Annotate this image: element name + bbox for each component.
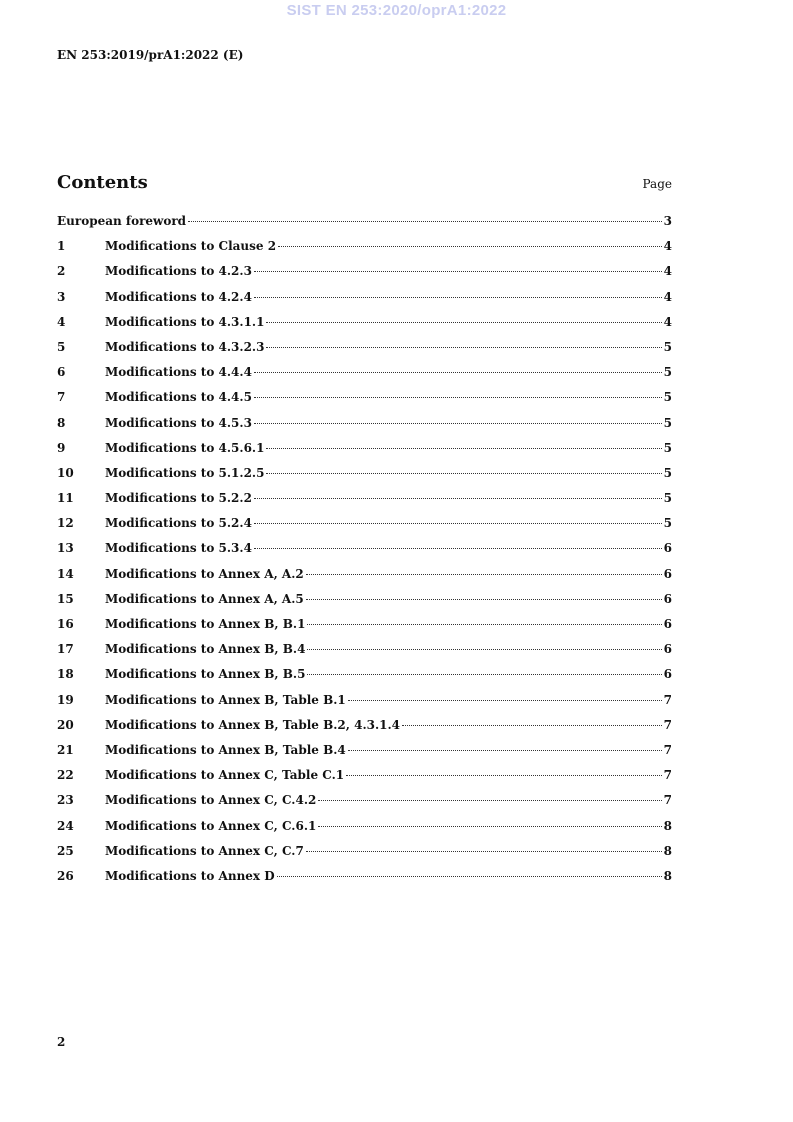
toc-entry[interactable]: [57, 390, 672, 415]
toc-entry-number: 22: [57, 768, 74, 783]
toc-entry[interactable]: [57, 567, 672, 592]
toc-entry-page: 6: [663, 566, 672, 581]
toc-entry[interactable]: [57, 541, 672, 566]
toc-entry-number: 2: [57, 264, 66, 279]
toc-entry-page: 7: [663, 717, 672, 732]
toc-entry-page: 5: [663, 415, 672, 430]
toc-entry[interactable]: [57, 743, 672, 768]
toc-entry-number: 15: [57, 591, 74, 606]
toc-leader-dots: [318, 826, 661, 827]
toc-entry-number: 11: [57, 491, 74, 506]
toc-entry-page: 6: [663, 617, 672, 631]
toc-entry-foreword[interactable]: [57, 214, 672, 239]
toc-entry[interactable]: [57, 693, 672, 718]
toc-leader-dots: [266, 347, 661, 348]
toc-leader-dots: [306, 851, 662, 852]
toc-entry-title: Modifications to Annex D: [105, 868, 275, 883]
toc-entry-page: 5: [663, 465, 672, 480]
toc-entry[interactable]: [57, 869, 672, 894]
toc-entry[interactable]: [57, 768, 672, 793]
toc-leader-dots: [254, 271, 662, 272]
toc-leader-dots: [307, 674, 661, 675]
toc-leader-dots: [306, 574, 662, 575]
toc-entry-page: 5: [663, 491, 672, 506]
toc-entry[interactable]: [57, 793, 672, 818]
toc-entry-number: 26: [57, 868, 74, 883]
toc-entry[interactable]: [57, 315, 672, 340]
toc-leader-dots: [254, 498, 662, 499]
toc-leader-dots: [254, 548, 662, 549]
toc-entries: [57, 239, 672, 894]
toc-leader-dots: [307, 649, 661, 650]
toc-entry-page: 8: [663, 868, 672, 883]
toc-entry-number: 9: [57, 440, 66, 455]
toc-entry-page: 8: [663, 818, 672, 833]
toc-leader-dots: [278, 246, 662, 247]
toc-entry-page: 6: [663, 667, 672, 682]
toc-entry-number: 4: [57, 314, 66, 329]
toc-entry-number: 5: [57, 339, 66, 354]
toc-entry-title: Modifications to 4.5.3: [105, 415, 252, 430]
toc-entry-number: 7: [57, 390, 66, 405]
toc-entry[interactable]: [57, 340, 672, 365]
toc-entry-title: Modifications to Annex C, C.7: [105, 843, 304, 858]
toc-entry[interactable]: [57, 290, 672, 315]
toc-leader-dots: [254, 523, 662, 524]
toc-entry-title: Modifications to Annex B, B.5: [105, 667, 306, 682]
toc-entry-number: 13: [57, 541, 74, 556]
toc-entry-page: 6: [663, 541, 672, 556]
toc-leader-dots: [346, 775, 662, 776]
watermark: SIST EN 253:2020/oprA1:2022: [286, 2, 507, 19]
toc-entry[interactable]: [57, 718, 672, 743]
toc-entry-title: Modifications to Annex C, C.4.2: [105, 793, 317, 808]
toc-entry-page: 5: [663, 440, 672, 455]
toc-leader-dots: [402, 725, 662, 726]
toc-entry-title: Modifications to Annex B, B.4: [105, 642, 306, 657]
toc-entry[interactable]: [57, 592, 672, 617]
toc-leader-dots: [307, 624, 661, 625]
toc-entry-title: Modifications to 5.1.2.5: [105, 465, 265, 480]
toc-entry-page: 4: [663, 314, 672, 329]
toc-entry-title: Modifications to 4.4.5: [105, 390, 252, 405]
toc-entry-page: 5: [663, 365, 672, 380]
toc-entry[interactable]: [57, 844, 672, 869]
toc-entry-number: 16: [57, 617, 74, 631]
toc-entry[interactable]: [57, 491, 672, 516]
page-number: 2: [57, 1035, 66, 1049]
toc-entry-page: 4: [663, 239, 672, 254]
toc-entry-title: Modifications to 4.3.2.3: [105, 339, 265, 354]
toc-leader-dots: [254, 297, 662, 298]
toc-entry-number: 1: [57, 239, 66, 254]
toc-entry-title: Modifications to Annex C, Table C.1: [105, 768, 345, 783]
toc-entry-number: 14: [57, 566, 74, 581]
toc-entry-number: 8: [57, 415, 66, 430]
toc-entry-title: Modifications to 4.2.3: [105, 264, 252, 279]
toc-leader-dots: [277, 876, 662, 877]
toc-entry[interactable]: [57, 667, 672, 692]
page-column-label: Page: [642, 177, 672, 191]
toc-entry-number: 3: [57, 289, 66, 304]
toc-entry-number: 24: [57, 818, 74, 833]
toc-entry-title: Modifications to Annex B, Table B.1: [105, 692, 346, 707]
toc-leader-dots: [266, 448, 661, 449]
toc-entry-number: 17: [57, 642, 74, 657]
toc-leader-dots: [266, 473, 661, 474]
toc-entry-number: 20: [57, 717, 74, 732]
contents-heading: Contents: [57, 172, 148, 193]
toc-entry-page: 5: [663, 339, 672, 354]
toc-entry-title: Modifications to Annex A, A.2: [105, 566, 304, 581]
toc-leader-dots: [254, 372, 662, 373]
toc-leader-dots: [318, 800, 661, 801]
toc-entry[interactable]: [57, 819, 672, 844]
toc-leader-dots: [254, 397, 662, 398]
toc-entry-title: Modifications to Annex B, B.1: [105, 617, 306, 631]
toc-leader-dots: [266, 322, 661, 323]
toc-entry-number: 19: [57, 692, 74, 707]
toc-entry[interactable]: [57, 466, 672, 491]
toc-entry[interactable]: [57, 264, 672, 289]
toc-entry[interactable]: [57, 441, 672, 466]
toc-entry[interactable]: [57, 617, 672, 642]
toc-entry-title: European foreword: [57, 214, 187, 228]
toc-entry-number: 10: [57, 465, 74, 480]
toc-entry-number: 6: [57, 365, 66, 380]
toc-entry-title: Modifications to Annex C, C.6.1: [105, 818, 317, 833]
toc-entry-number: 25: [57, 843, 74, 858]
toc-entry-title: Modifications to Annex A, A.5: [105, 591, 304, 606]
toc-entry-page: 4: [663, 289, 672, 304]
toc-entry[interactable]: [57, 516, 672, 541]
toc-entry-number: 18: [57, 667, 74, 682]
toc-entry-page: 7: [663, 742, 672, 757]
toc-entry-title: Modifications to 4.4.4: [105, 365, 252, 380]
document-identifier: EN 253:2019/prA1:2022 (E): [57, 48, 244, 62]
toc-entry-page: 5: [663, 516, 672, 531]
toc-entry-title: Modifications to 4.5.6.1: [105, 440, 265, 455]
toc-entry[interactable]: [57, 239, 672, 264]
toc-entry-page: 8: [663, 843, 672, 858]
toc-entry-title: Modifications to 5.3.4: [105, 541, 252, 556]
toc-entry-page: 6: [663, 591, 672, 606]
toc-entry-page: 7: [663, 793, 672, 808]
toc-leader-dots: [188, 221, 662, 222]
toc-entry-page: 7: [663, 692, 672, 707]
toc-entry[interactable]: [57, 416, 672, 441]
table-of-contents: [57, 214, 672, 894]
toc-entry-page: 5: [663, 390, 672, 405]
toc-entry-title: Modifications to 4.2.4: [105, 289, 252, 304]
toc-entry-page: 4: [663, 264, 672, 279]
toc-entry-title: Modifications to 5.2.2: [105, 491, 252, 506]
toc-entry-number: 21: [57, 742, 74, 757]
toc-entry[interactable]: [57, 642, 672, 667]
toc-entry-page: 3: [663, 214, 672, 228]
toc-entry-title: Modifications to Clause 2: [105, 239, 277, 254]
toc-entry-number: 23: [57, 793, 74, 808]
toc-entry-page: 6: [663, 642, 672, 657]
toc-entry-page: 7: [663, 768, 672, 783]
toc-entry-title: Modifications to 5.2.4: [105, 516, 252, 531]
toc-leader-dots: [254, 423, 662, 424]
toc-entry-title: Modifications to Annex B, Table B.2, 4.3.1.4: [105, 717, 401, 732]
toc-leader-dots: [348, 750, 662, 751]
toc-entry-title: Modifications to 4.3.1.1: [105, 314, 265, 329]
toc-leader-dots: [348, 700, 662, 701]
toc-leader-dots: [306, 599, 662, 600]
toc-entry[interactable]: [57, 365, 672, 390]
toc-entry-number: 12: [57, 516, 74, 531]
toc-entry-title: Modifications to Annex B, Table B.4: [105, 742, 346, 757]
